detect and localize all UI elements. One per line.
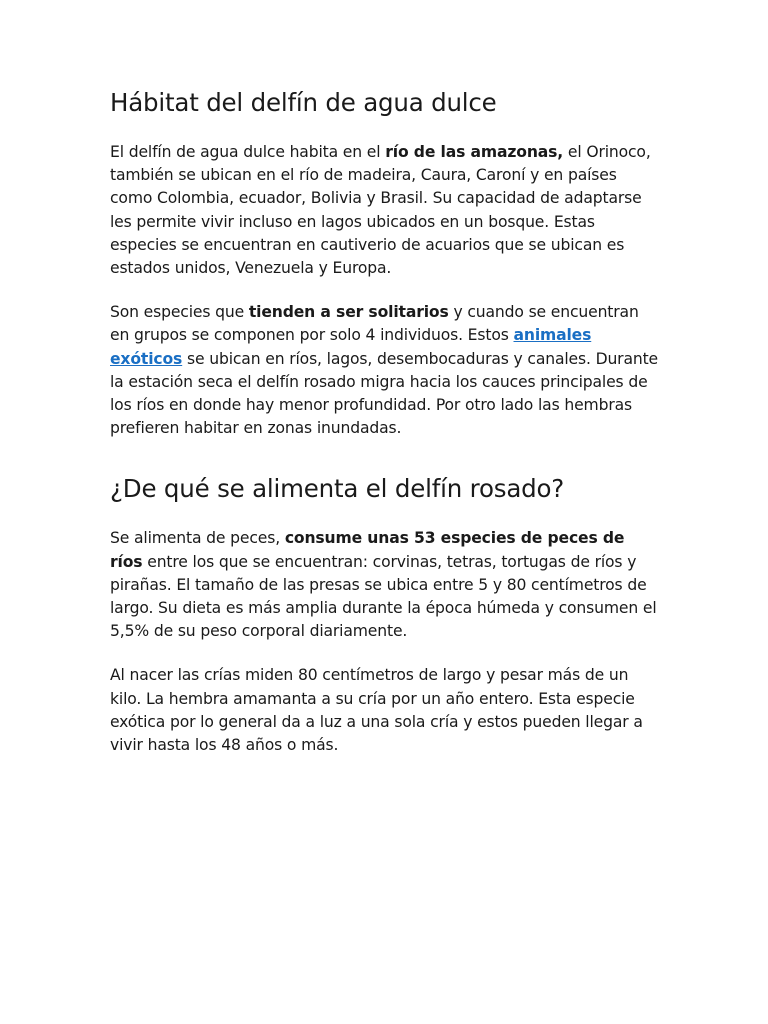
- heading-alimentacion: ¿De qué se alimenta el delfín rosado?: [110, 474, 565, 504]
- link-animales-exoticos[interactable]: animales exóticos: [110, 326, 592, 368]
- bold-text: consume unas 53 especies de peces de ríos: [110, 529, 625, 571]
- text-span: entre los que se encuentran: corvinas, tetras, tortugas de ríos y pirañas. El tamaño de las presas se ubica entre 5 y 80 centímetros de largo. Su dieta es más amplia durante la época húmeda y consumen el 5,5% de su peso corporal diariamente.: [110, 552, 657, 641]
- paragraph-alimentacion-2: Al nacer las crías miden 80 centímetros de largo y pesar más de un kilo. La hembra amamanta a su cría por un año entero. Esta especie exótica por lo general da a luz a una sola cría y estos pueden llegar a vivir hasta los 48 años o más.: [110, 666, 643, 755]
- text-span: Son especies que: [110, 303, 249, 322]
- paragraph-alimentacion-1: [110, 527, 662, 643]
- paragraph-habitat-1: [110, 141, 662, 280]
- bold-text: tienden a ser solitarios: [248, 303, 449, 322]
- text-span: el Orinoco, también se ubican en el río de madeira, Caura, Caroní y en países como Colombia, ecuador, Bolivia y Brasil. Su capacidad de adaptarse les permite vivir incluso en lagos ubicados en un bosque. Estas especies se encuentran en cautiverio de acuarios que se ubican es estados unidos, Venezuela y Europa.: [110, 143, 651, 278]
- bold-text: río de las amazonas,: [385, 143, 564, 161]
- document-page: [110, 86, 662, 757]
- text-span: Se alimenta de peces,: [110, 529, 285, 548]
- text-span: El delfín de agua dulce habita en el: [110, 143, 386, 161]
- heading-habitat: Hábitat del delfín de agua dulce: [110, 88, 497, 117]
- paragraph-habitat-2: [110, 301, 662, 440]
- text-span: y cuando se encuentran en grupos se componen por solo 4 individuos. Estos: [110, 303, 639, 345]
- text-span: se ubican en ríos, lagos, desembocaduras y canales. Durante la estación seca el delfín rosado migra hacia los cauces principales de los ríos en donde hay menor profundidad. Por otro lado las hembras prefieren habitar en zonas inundadas.: [110, 349, 658, 438]
